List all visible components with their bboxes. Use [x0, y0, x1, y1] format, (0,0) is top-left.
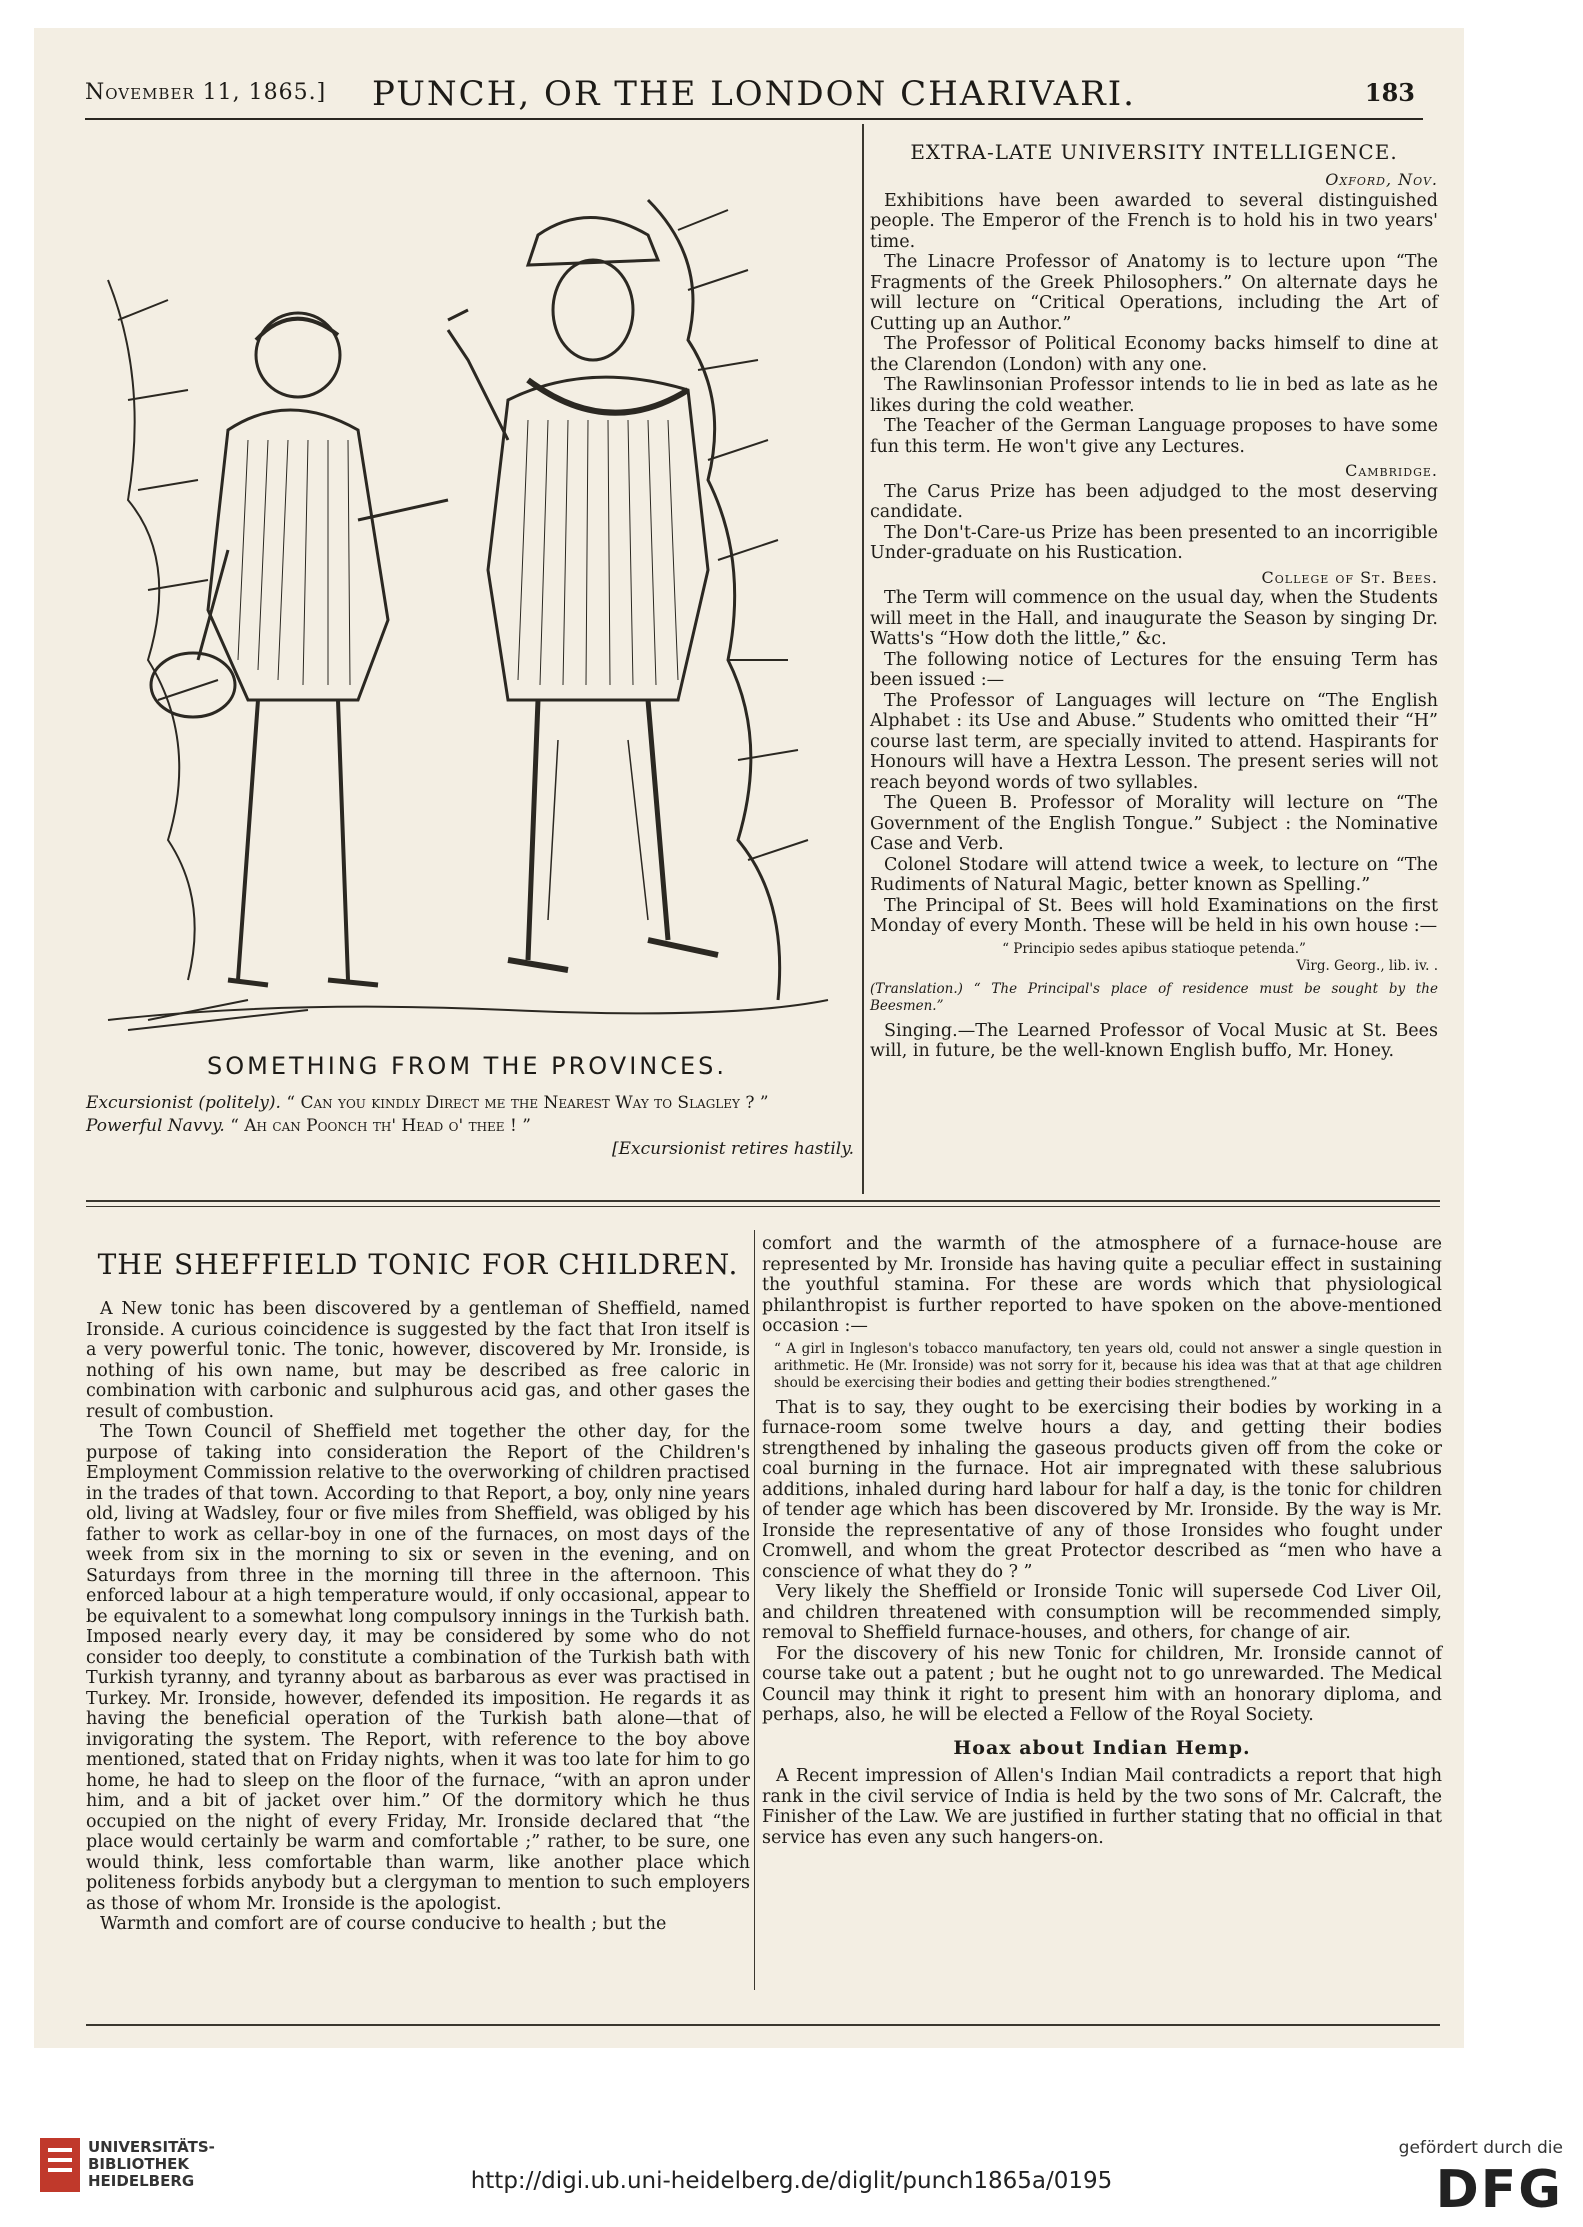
sheffield-paragraph: Warmth and comfort are of course conducive to health ; but the: [100, 1914, 667, 1934]
cartoon-title: SOMETHING FROM THE PROVINCES.: [206, 1052, 728, 1080]
header-date: November 11, 1865.]: [85, 80, 327, 105]
navvy-line: “ Ah can Poonch th' Head o' thee ! ”: [230, 1116, 531, 1136]
continued-paragraph: comfort and the warmth of the atmosphere of a furnace-house are represented by Mr. Ironside has having quite a peculiar effect in sustaining the youthful stamina. For these are words which that physiological philanthropist is further reported to have spoken on the above-mentioned occasion :—: [762, 1234, 1442, 1336]
sheffield-continued: [762, 1234, 1442, 1848]
oxford-paragraph: The Linacre Professor of Anatomy is to lecture upon “The Fragments of the Greek Philosophers.” On alternate days he will lecture on “Critical Operations, including the Art of Cutting up an Author.”: [870, 252, 1438, 334]
cartoon-illustration: [88, 140, 848, 1040]
st-bees-heading: College of St. Bees.: [1261, 567, 1438, 587]
latin-quote: “ Principio sedes apibus statioque petenda.”: [1002, 940, 1306, 957]
sheffield-paragraph: A New tonic has been discovered by a gentleman of Sheffield, named Ironside. A curious coincidence is suggested by the fact that Iron itself is a very powerful tonic. The tonic, however, discovered by Mr. Ironside, is nothing of his own name, but may be described as free caloric in combination with carbonic and sulphurous acid gas, and other gases the result of combustion.: [86, 1299, 750, 1422]
dfg-logo: DFG: [1435, 2160, 1563, 2220]
library-line-1: UNIVERSITÄTS-: [88, 2138, 215, 2156]
speaker-navvy: Powerful Navvy.: [86, 1116, 225, 1136]
column-rule-top: [862, 124, 864, 1194]
stage-direction: [Excursionist retires hastily.: [611, 1139, 854, 1159]
page-number: 183: [1364, 78, 1415, 107]
cambridge-heading: Cambridge.: [1345, 461, 1438, 480]
continued-paragraph: Very likely the Sheffield or Ironside Tonic will supersede Cod Liver Oil, and children threatened with consumption will be recommended simply, removal to Sheffield furnace-houses, and others, for change of air.: [762, 1582, 1442, 1643]
st-bees-paragraph: The Principal of St. Bees will hold Examinations on the first Monday of every Month. These will be held in his own house :—: [870, 895, 1438, 936]
oxford-paragraph: Exhibitions have been awarded to several distinguished people. The Emperor of the French is to hold his in two years' time.: [870, 190, 1438, 252]
oxford-paragraph: The Professor of Political Economy backs himself to dine at the Clarendon (London) with any one.: [870, 334, 1438, 375]
bottom-rule: [86, 2024, 1440, 2026]
cambridge-paragraph: The Don't-Care-us Prize has been presented to an incorrigible Under-graduate on his Rustication.: [870, 522, 1438, 563]
st-bees-paragraph: The Term will commence on the usual day, when the Students will meet in the Hall, and inaugurate the Season by singing Dr. Watts's “How doth the little,” &c.: [870, 588, 1438, 649]
translation: (Translation.) “ The Principal's place of residence must be sought by the Beesmen.”: [870, 980, 1438, 1014]
st-bees-paragraph: The Queen B. Professor of Morality will lecture on “The Government of the English Tongue.” Subject : the Nominative Case and Verb.: [870, 793, 1438, 854]
masthead-title: PUNCH, OR THE LONDON CHARIVARI.: [372, 74, 1136, 114]
st-bees-paragraph: Colonel Stodare will attend twice a week, to lecture on “The Rudiments of Natural Magic, better known as Spelling.”: [870, 854, 1438, 895]
hoax-paragraph: A Recent impression of Allen's Indian Mail contradicts a report that high rank in the civil service of India is held by the two sons of Mr. Calcraft, the Finisher of the Law. We are justified in further stating that no official in that service has even any such hangers-on.: [762, 1766, 1442, 1848]
continued-paragraph: That is to say, they ought to be exercising their bodies by working in a furnace-room some twelve hours a day, and getting their bodies strengthened by inhaling the gaseous products given off from the coke or coal burning in the furnace. Hot air impregnated with these salubrious additions, inhaled during hard labour for half a day, is the tonic for children of tender age which has been discovered by Mr. Ironside. By the way is Mr. Ironside the representative of any of those Ironsides who fought under Cromwell, and whom the great Protector described as “men who have a conscience of what they do ? ”: [762, 1397, 1442, 1582]
continued-paragraph: For the discovery of his new Tonic for children, Mr. Ironside cannot of course take out a patent ; but he ought not to go unrewarded. The Medical Council may think it right to present him with an honorary diploma, and perhaps, also, he will be elected a Fellow of the Royal Society.: [762, 1643, 1442, 1725]
page-header: [85, 70, 1423, 120]
oxford-paragraph: The Rawlinsonian Professor intends to lie in bed as late as he likes during the cold weather.: [870, 375, 1438, 416]
library-line-3: HEIDELBERG: [88, 2172, 195, 2190]
st-bees-paragraph: The Professor of Languages will lecture on “The English Alphabet : its Use and Abuse.” Students who omitted their “H” course last term, are specially invited to attend. Haspirants for Honours will have a Hextra Lesson. The present series will not reach beyond words of two syllables.: [870, 690, 1438, 793]
funded-by-label: gefördert durch die: [1398, 2138, 1563, 2158]
section-divider: [86, 1200, 1440, 1202]
sheffield-paragraph: The Town Council of Sheffield met together the other day, for the purpose of taking into consideration the Report of the Children's Employment Commission relative to the overworking of children practised in the trades of that town. According to that Report, a boy, only nine years old, living at Wadsley, four or five miles from Sheffield, was obliged by his father to work as cellar-boy in one of the furnaces, on most days of the week from six in the morning to six or seven in the evening, and on Saturdays from three in the morning till three in the afternoon. This enforced labour at a high temperature would, if only occasional, appear to be equivalent to a somewhat long compulsory innings in the Turkish bath. Imposed nearly every day, it may be considered by some who do not consider too deeply, to constitute a combination of the Turkish bath with Turkish tyranny, and tyranny about as barbarous as ever was practised in Turkey. Mr. Ironside, however, defended its imposition. He regards it as having the beneficial operation of the Turkish bath alone—that of invigorating the system. The Report, with reference to the boy above mentioned, stated that on Friday nights, when it was too late for him to go home, he had to sleep on the floor of the furnace, “with an apron under him, and a bit of jacket over him.” Of the dormitory which he thus occupied on the night of every Friday, Mr. Ironside declared that “the place would certainly be warm and comfortable ;” rather, to be sure, one would think, less comfortable than warm, like another place which politeness forbids anybody but a clergyman to mention to such employers as those of whom Mr. Ironside is the apologist.: [86, 1422, 750, 1914]
oxford-heading: Oxford, Nov.: [1325, 170, 1438, 189]
st-bees-paragraph: The following notice of Lectures for the ensuing Term has been issued :—: [870, 649, 1438, 690]
cartoon-caption: [86, 1092, 854, 1161]
oxford-paragraph: The Teacher of the German Language proposes to have some fun this term. He won't give any Lectures.: [870, 416, 1438, 457]
cambridge-paragraph: The Carus Prize has been adjudged to the most deserving candidate.: [870, 481, 1438, 522]
sheffield-text: [86, 1299, 750, 1935]
column-rule-bottom: [754, 1230, 755, 1990]
university-text: [870, 170, 1438, 1062]
sheffield-title: THE SHEFFIELD TONIC FOR CHILDREN.: [97, 1248, 739, 1281]
quote-source: Virg. Georg., lib. iv. .: [1296, 957, 1438, 974]
section-divider-2: [86, 1206, 1440, 1207]
library-line-2: BIBLIOTHEK: [88, 2155, 189, 2173]
university-title: EXTRA-LATE UNIVERSITY INTELLIGENCE.: [910, 140, 1398, 164]
sheffield-article: [86, 1240, 750, 1935]
hoax-title: Hoax about Indian Hemp.: [953, 1736, 1251, 1759]
speaker-excursionist: Excursionist (politely).: [86, 1093, 281, 1113]
ironside-quote: “ A girl in Ingleson's tobacco manufactory, ten years old, could not answer a single question in arithmetic. He (Mr. Ironside) was not sorry for it, because his idea was that at that age children should be exercising their bodies and getting their bodies strengthened.”: [774, 1340, 1442, 1391]
excursionist-line: “ Can you kindly Direct me the Nearest Way to Slagley ? ”: [286, 1093, 769, 1113]
continued-text: [762, 1234, 1442, 1848]
university-column: [870, 140, 1438, 1062]
source-url[interactable]: http://digi.ub.uni-heidelberg.de/diglit/punch1865a/0195: [470, 2168, 1113, 2194]
singing-paragraph: Singing.—The Learned Professor of Vocal Music at St. Bees will, in future, be the well-known English buffo, Mr. Honey.: [870, 1020, 1438, 1061]
